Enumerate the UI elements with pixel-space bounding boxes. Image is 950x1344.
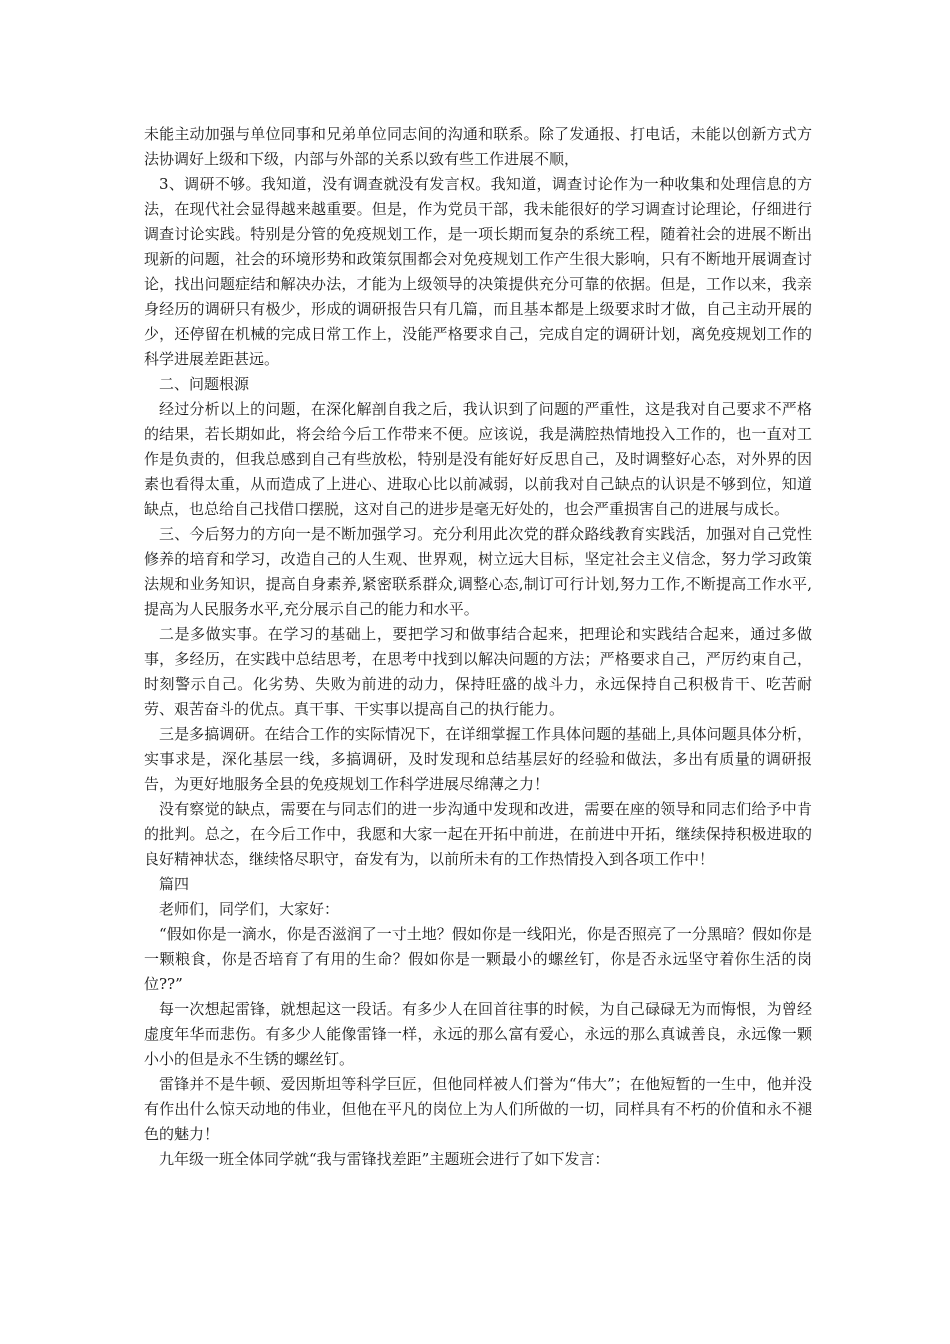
paragraph-leifeng-reflection: 每一次想起雷锋，就想起这一段话。有多少人在回首往事的时候，为自己碌碌无为而悔恨，为曾经虚度年华而悲伤。有多少人能像雷锋一样，永远的那么富有爱心，永远的那么真诚善良，永远像一颗小小的但是永不生锈的螺丝钉。 <box>144 1000 812 1068</box>
heading-part-four: 篇四 <box>159 875 190 893</box>
paragraph-greeting: 老师们，同学们，大家好： <box>159 900 340 918</box>
paragraph-problem-analysis: 经过分析以上的问题，在深化解剖自我之后，我认识到了问题的严重性，这是我对自己要求不严格的结果，若长期如此，将会给今后工作带来不便。应该说，我是满腔热情地投入工作的，也一直对工作是负责的，但我总感到自己有些放松，特别是没有能好好反思自己，及时调整好心态，对外界的因素也看得太重，从而造成了上进心、进取心比以前减弱，以前我对自己缺点的认识是不够到位，知道缺点，也总给自己找借口摆脱，这对自己的进步是毫无好处的，也会严重损害自己的进展与成长。 <box>144 400 812 518</box>
paragraph-quote: “假如你是一滴水，你是否滋润了一寸土地？假如你是一线阳光，你是否照亮了一分黑暗？假如你是一颗粮食，你是否培育了有用的生命？假如你是一颗最小的螺丝钉，你是否永远坚守着你生活的岗位??” <box>144 925 812 993</box>
paragraph-leifeng-greatness: 雷锋并不是牛顿、爱因斯坦等科学巨匠，但他同样被人们誉为“伟大”；在他短暂的一生中，他并没有作出什么惊天动地的伟业，但他在平凡的岗位上为人们所做的一切，同样具有不朽的价值和永不褪色的魅力！ <box>144 1075 812 1143</box>
paragraph-more-research: 三是多搞调研。在结合工作的实际情况下，在详细掌握工作具体问题的基础上,具体问题具体分析，实事求是，深化基层一线，多搞调研，及时发现和总结基层好的经验和做法，多出有质量的调研报告，为更好地服务全县的免疫规划工作科学进展尽绵薄之力！ <box>144 725 812 793</box>
paragraph-conclusion: 没有察觉的缺点，需要在与同志们的进一步沟通中发现和改进，需要在座的领导和同志们给予中肯的批判。总之，在今后工作中，我愿和大家一起在开拓中前进，在前进中开拓，继续保持积极进取的良好精神状态，继续恪尽职守，奋发有为，以前所未有的工作热情投入到各项工作中！ <box>144 800 812 868</box>
heading-problem-root: 二、问题根源 <box>159 375 250 393</box>
document-page <box>144 122 812 1172</box>
paragraph-research-insufficient: 3、调研不够。我知道，没有调查就没有发言权。我知道，调查讨论作为一种收集和处理信息的方法，在现代社会显得越来越重要。但是，作为党员干部，我未能很好的学习调查讨论理论，仔细进行调查讨论实践。特别是分管的免疫规划工作，是一项长期而复杂的系统工程，随着社会的进展不断出现新的问题，社会的环境形势和政策氛围都会对免疫规划工作产生很大影响，只有不断地开展调查讨论，找出问题症结和解决办法，才能为上级领导的决策提供充分可靠的依据。但是，工作以来，我亲身经历的调研只有极少，形成的调研报告只有几篇，而且基本都是上级要求时才做，自己主动开展的少，还停留在机械的完成日常工作上，没能严格要求自己，完成自定的调研计划，离免疫规划工作的科学进展差距甚远。 <box>144 175 812 368</box>
paragraph-communication-issue: 未能主动加强与单位同事和兄弟单位同志间的沟通和联系。除了发通报、打电话，未能以创新方式方法协调好上级和下级，内部与外部的关系以致有些工作进展不顺， <box>144 125 812 168</box>
paragraph-do-practical-work: 二是多做实事。在学习的基础上，要把学习和做事结合起来，把理论和实践结合起来，通过多做事，多经历，在实践中总结思考，在思考中找到以解决问题的方法；严格要求自己，严厉约束自己，时刻警示自己。化劣势、失败为前进的动力，保持旺盛的战斗力，永远保持自己积极肯干、吃苦耐劳、艰苦奋斗的优点。真干事、干实事以提高自己的执行能力。 <box>144 625 812 718</box>
paragraph-future-direction-study: 三、今后努力的方向一是不断加强学习。充分利用此次党的群众路线教育实践活，加强对自己党性修养的培育和学习，改造自己的人生观、世界观，树立远大目标，坚定社会主义信念，努力学习政策法规和业务知识，提高自身素养,紧密联系群众,调整心态,制订可行计划,努力工作,不断提高工作水平,提高为人民服务水平,充分展示自己的能力和水平。 <box>144 525 812 618</box>
paragraph-class-meeting: 九年级一班全体同学就“我与雷锋找差距”主题班会进行了如下发言： <box>159 1150 610 1168</box>
